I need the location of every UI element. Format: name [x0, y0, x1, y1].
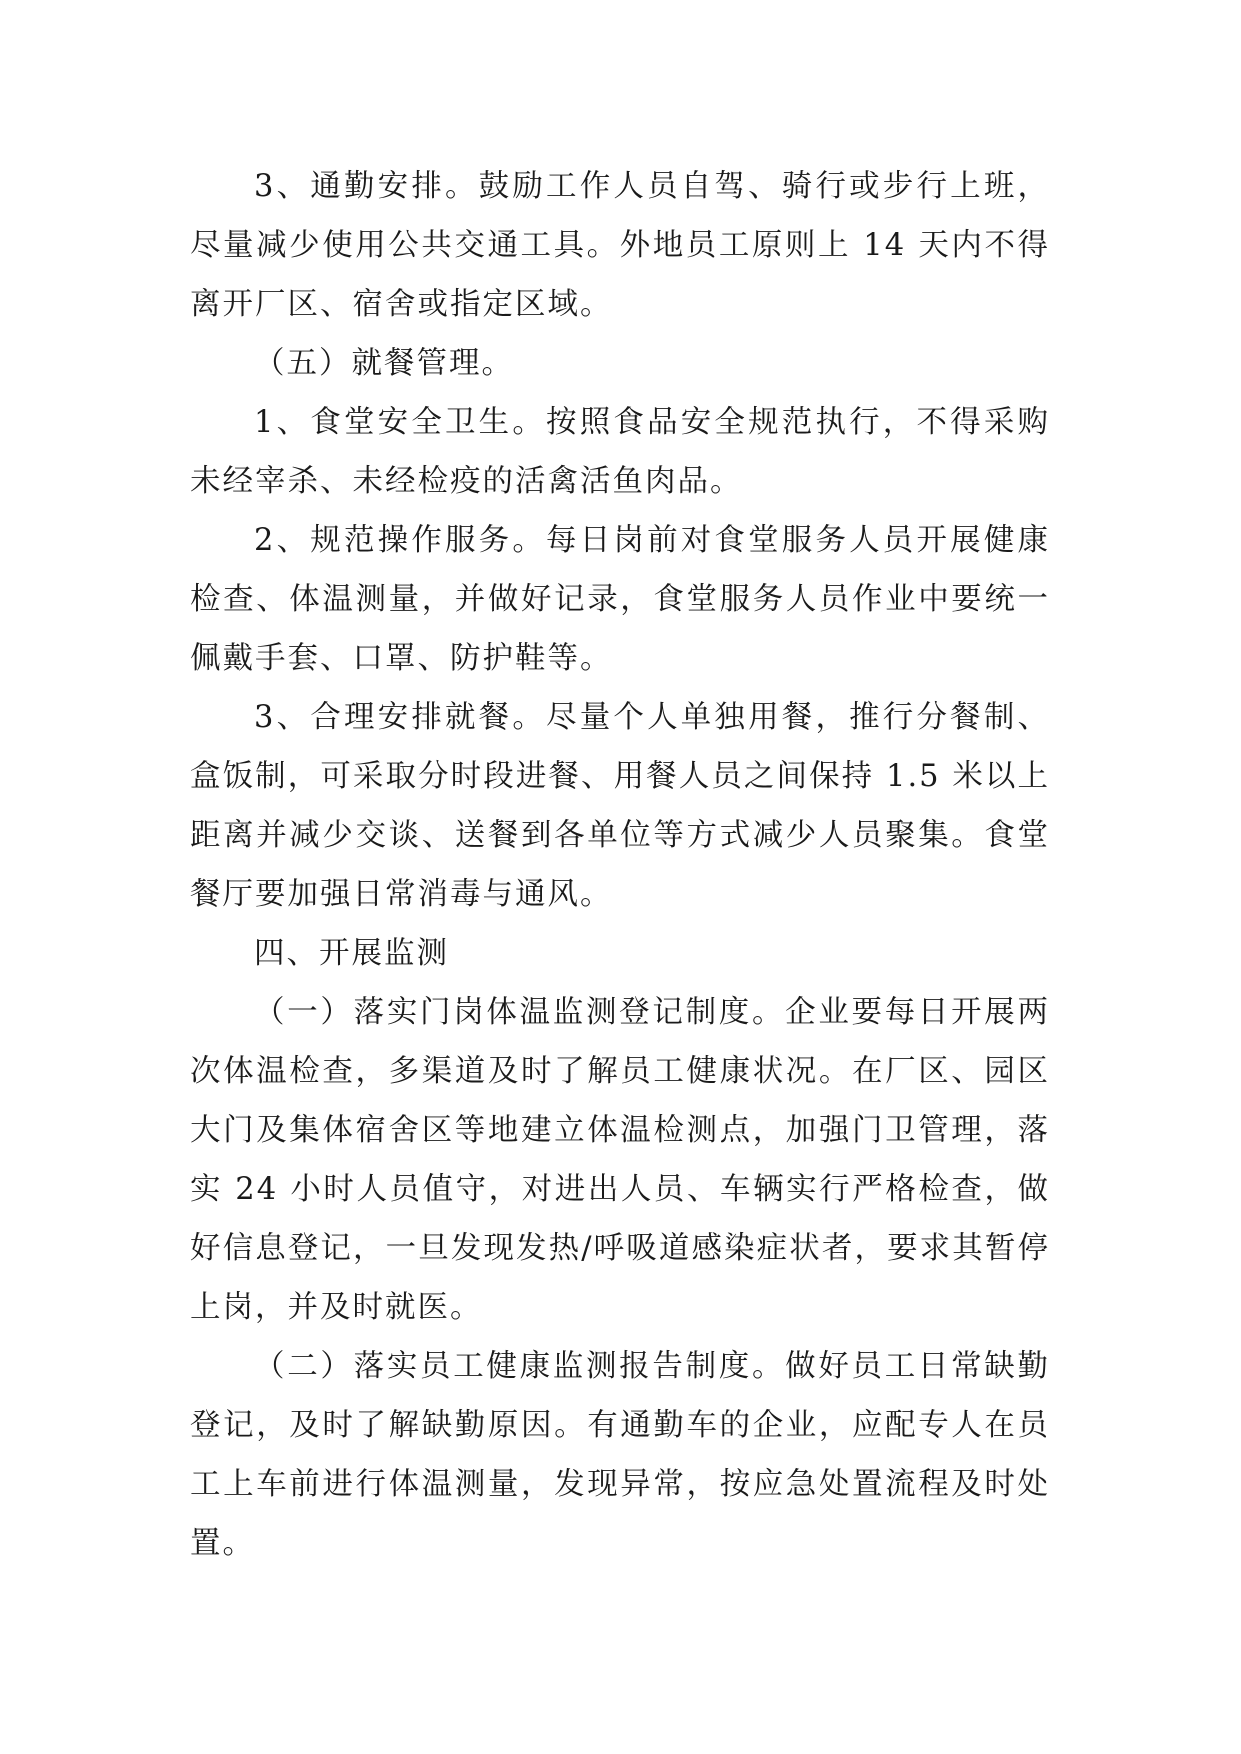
paragraph-standard-operation: 2、规范操作服务。每日岗前对食堂服务人员开展健康检查、体温测量，并做好记录，食堂服务人员作业中要统一佩戴手套、口罩、防护鞋等。 — [190, 523, 1050, 676]
paragraph-temperature-registration: （一）落实门岗体温监测登记制度。企业要每日开展两次体温检查，多渠道及时了解员工健康状况。在厂区、园区大门及集体宿舍区等地建立体温检测点，加强门卫管理，落实 24 小时人员值守，对进出人员、车辆实行严格检查，做好信息登记，一旦发现发热/呼吸道感染症状者，要求其暂停上岗，并及时就医。 — [190, 995, 1050, 1325]
paragraph-canteen-safety: 1、食堂安全卫生。按照食品安全规范执行，不得采购未经宰杀、未经检疫的活禽活鱼肉品。 — [190, 405, 1050, 499]
paragraph-commute-arrangement: 3、通勤安排。鼓励工作人员自驾、骑行或步行上班，尽量减少使用公共交通工具。外地员工原则上 14 天内不得离开厂区、宿舍或指定区域。 — [190, 169, 1050, 322]
paragraph-heading-monitoring: 四、开展监测 — [254, 936, 450, 971]
paragraph-dining-arrangement: 3、合理安排就餐。尽量个人单独用餐，推行分餐制、盒饭制，可采取分时段进餐、用餐人员之间保持 1.5 米以上距离并减少交谈、送餐到各单位等方式减少人员聚集。食堂餐厅要加强日常消毒与通风。 — [190, 700, 1050, 912]
paragraph-heading-dining-management: （五）就餐管理。 — [254, 346, 515, 381]
paragraph-health-reporting: （二）落实员工健康监测报告制度。做好员工日常缺勤登记，及时了解缺勤原因。有通勤车的企业，应配专人在员工上车前进行体温测量，发现异常，按应急处置流程及时处置。 — [190, 1349, 1050, 1561]
document-body — [190, 157, 1050, 1573]
